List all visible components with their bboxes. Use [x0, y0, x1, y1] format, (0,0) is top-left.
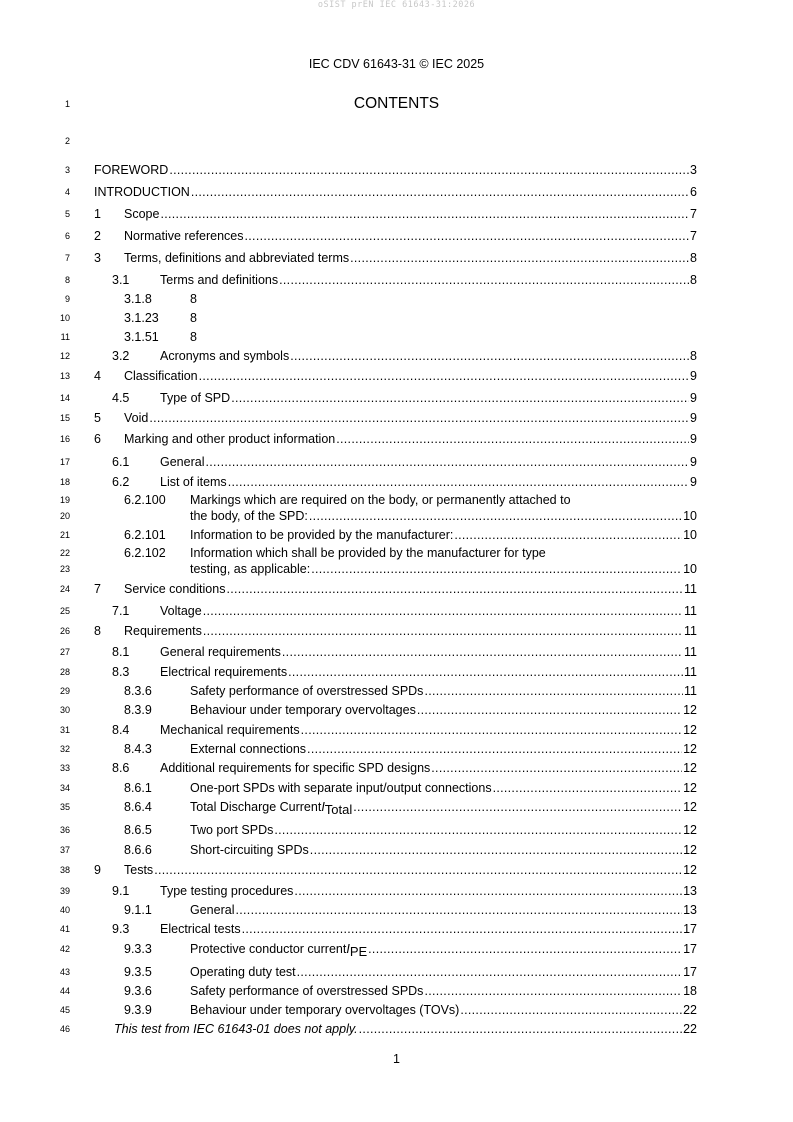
toc-entry[interactable]: 9.3.9 Behaviour under temporary overvoltages (TOVs) ..... 22 — [94, 1001, 697, 1019]
toc-entry[interactable]: 8.3.6 Safety performance of overstressed SPDs ..... 11 — [94, 682, 697, 700]
line-number: 45 — [59, 1005, 70, 1015]
line-number: 10 — [59, 313, 70, 323]
line-number: 17 — [59, 457, 70, 467]
toc-entry[interactable]: 9.1 Type testing procedures ..... 13 — [94, 882, 697, 900]
line-number: 8 — [64, 275, 70, 285]
line-number: 9 — [64, 294, 70, 304]
line-number: 30 — [59, 705, 70, 715]
contents-title: CONTENTS — [353, 95, 440, 112]
line-number: 2 — [64, 136, 70, 146]
line-number: 18 — [59, 477, 70, 487]
page-number: 1 — [393, 1052, 400, 1066]
line-number: 39 — [59, 886, 70, 896]
toc-entry[interactable]: 8.3 Electrical requirements ..... 11 — [94, 663, 697, 681]
line-number: 13 — [59, 371, 70, 381]
toc-entry[interactable]: 9.1.1 General ..... 13 — [94, 901, 697, 919]
toc-entry[interactable]: 8.3.9 Behaviour under temporary overvoltages ..... 12 — [94, 701, 697, 719]
line-number: 40 — [59, 905, 70, 915]
line-number: 22 — [59, 548, 70, 558]
toc-entry[interactable]: 8.6.4 Total Discharge Current I Total ..... 12 — [94, 798, 697, 816]
toc-entry[interactable]: 8.4 Mechanical requirements ..... 12 — [94, 721, 697, 739]
line-number: 46 — [59, 1024, 70, 1034]
toc-entry[interactable]: This test from IEC 61643-01 does not apply. ..... 22 — [94, 1020, 697, 1038]
toc-entry[interactable]: FOREWORD ..... 3 — [94, 161, 697, 179]
toc-entry[interactable]: 8.6.6 Short-circuiting SPDs ..... 12 — [94, 841, 697, 859]
line-number: 3 — [64, 165, 70, 175]
line-number: 21 — [59, 530, 70, 540]
page-header: IEC CDV 61643-31 © IEC 2025 — [308, 57, 485, 71]
line-number: 19 — [59, 495, 70, 505]
toc-entry[interactable]: 1 Scope ..... 7 — [94, 205, 697, 223]
line-number: 5 — [64, 209, 70, 219]
toc-entry-continued[interactable]: the body, of the SPD: ..... 10 — [94, 507, 697, 525]
line-number: 20 — [59, 511, 70, 521]
line-number: 36 — [59, 825, 70, 835]
line-number: 7 — [64, 253, 70, 263]
toc-entry[interactable]: 3.2 Acronyms and symbols ..... 8 — [94, 347, 697, 365]
line-number: 37 — [59, 845, 70, 855]
line-number: 27 — [59, 647, 70, 657]
toc-entry[interactable]: 6.2.102 Information which shall be provided by the manufacturer for type — [124, 546, 546, 560]
line-number: 43 — [59, 967, 70, 977]
toc-entry[interactable]: 3.1.8 8 — [124, 292, 197, 306]
toc-entry[interactable]: 9.3 Electrical tests ..... 17 — [94, 920, 697, 938]
toc-entry[interactable]: 6 Marking and other product information ..... 9 — [94, 430, 697, 448]
toc-entry[interactable]: 4.5 Type of SPD ..... 9 — [94, 389, 697, 407]
toc-entry[interactable]: 3.1.51 8 — [124, 330, 197, 344]
toc-entry[interactable]: 8.6.1 One-port SPDs with separate input/output connections ..... 12 — [94, 779, 697, 797]
line-number: 32 — [59, 744, 70, 754]
line-number: 31 — [59, 725, 70, 735]
line-number: 42 — [59, 944, 70, 954]
line-number: 16 — [59, 434, 70, 444]
toc-entry[interactable]: 6.2.100 Markings which are required on the body, or permanently attached to — [124, 493, 571, 507]
line-number: 26 — [59, 626, 70, 636]
toc-entry[interactable]: 5 Void ..... 9 — [94, 409, 697, 427]
toc-entry[interactable]: 6.2.101 Information to be provided by the manufacturer: ..... 10 — [94, 526, 697, 544]
line-number: 44 — [59, 986, 70, 996]
toc-entry[interactable]: 9.3.6 Safety performance of overstressed SPDs ..... 18 — [94, 982, 697, 1000]
toc-entry[interactable]: 9 Tests ..... 12 — [94, 861, 697, 879]
toc-entry[interactable]: 2 Normative references ..... 7 — [94, 227, 697, 245]
line-number: 15 — [59, 413, 70, 423]
toc-entry[interactable]: 7 Service conditions ..... 11 — [94, 580, 697, 598]
toc-entry[interactable]: 9.3.3 Protective conductor current I PE ..... 17 — [94, 940, 697, 958]
toc-entry[interactable]: 3.1 Terms and definitions ..... 8 — [94, 271, 697, 289]
line-number: 38 — [59, 865, 70, 875]
toc-entry[interactable]: 8.1 General requirements ..... 11 — [94, 643, 697, 661]
line-number: 28 — [59, 667, 70, 677]
line-number: 33 — [59, 763, 70, 773]
watermark: oSIST prEN IEC 61643-31:2026 — [317, 0, 476, 10]
line-number: 25 — [59, 606, 70, 616]
line-number: 14 — [59, 393, 70, 403]
toc-entry[interactable]: 9.3.5 Operating duty test ..... 17 — [94, 963, 697, 981]
toc-entry[interactable]: 8 Requirements ..... 11 — [94, 622, 697, 640]
toc-entry[interactable]: 8.6 Additional requirements for specific SPD designs ..... 12 — [94, 759, 697, 777]
line-number: 29 — [59, 686, 70, 696]
toc-entry[interactable]: 6.1 General ..... 9 — [94, 453, 697, 471]
toc-entry[interactable]: 8.4.3 External connections ..... 12 — [94, 740, 697, 758]
toc-entry[interactable]: 3.1.23 8 — [124, 311, 197, 325]
line-number: 24 — [59, 584, 70, 594]
toc-entry[interactable]: 7.1 Voltage ..... 11 — [94, 602, 697, 620]
toc-entry[interactable]: INTRODUCTION ..... 6 — [94, 183, 697, 201]
toc-entry[interactable]: 3 Terms, definitions and abbreviated terms ..... 8 — [94, 249, 697, 267]
line-number: 4 — [64, 187, 70, 197]
toc-entry[interactable]: 6.2 List of items ..... 9 — [94, 473, 697, 491]
line-number: 6 — [64, 231, 70, 241]
toc-entry-continued[interactable]: testing, as applicable: ..... 10 — [94, 560, 697, 578]
line-number: 23 — [59, 564, 70, 574]
line-number: 1 — [64, 99, 70, 109]
line-number: 11 — [60, 332, 70, 342]
line-number: 41 — [59, 924, 70, 934]
toc-entry[interactable]: 8.6.5 Two port SPDs ..... 12 — [94, 821, 697, 839]
line-number: 35 — [59, 802, 70, 812]
line-number: 34 — [59, 783, 70, 793]
toc-entry[interactable]: 4 Classification ..... 9 — [94, 367, 697, 385]
line-number: 12 — [59, 351, 70, 361]
